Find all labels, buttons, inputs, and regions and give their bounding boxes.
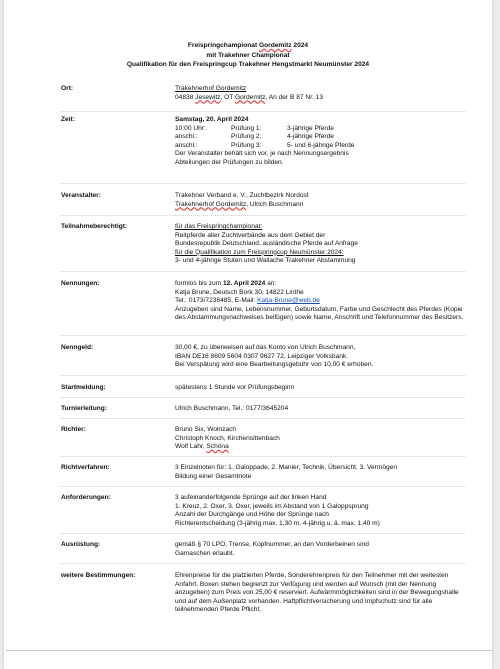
row-ort bbox=[61, 85, 466, 112]
row-nennungen: Nennungen: formlos bis zum 12. April 2024 an: Katja Brune, Deutsch Bork 30, 14822 Linthe Tel.: 0173/7238485, E-Mail: Katja-Brune@web.de Anzugeben sind Name, Lebensnummer, Geburtsdatum, Farbe und Geschlecht des Pferdes (Kopie des Abstammungsnachweises beifügen) sowie Name, Anschrift und Telefonnummer des Besitzers. bbox=[61, 280, 466, 336]
header-title: Freispringchampionat Gordemitz 2024 bbox=[187, 42, 309, 49]
page-break-line bbox=[6, 650, 492, 651]
label-ausruestung: Ausrüstung: bbox=[61, 541, 101, 548]
document-page bbox=[4, 0, 492, 669]
label-zeit: Zeit: bbox=[61, 116, 75, 123]
row-weitere bbox=[61, 572, 466, 618]
additional-terms: Ehrenpreise für die platzierten Pferde, Sonderehrenpreis für den Teilnehmer mit der weitesten Anfahrt. Boxen stehen begrenzt zur Verfügung und werden auf Wunsch (mit der Nennung anzugeben) zum Preis von 25,00 € reserviert. Aufwärmmöglichkeiten sind in der Bewegungshalle und auf dem Außenplatz vorhanden. Haftpflichtversicherung und Impfschutz sind für alle teilnehmenden Pferde Pflicht. bbox=[175, 572, 459, 613]
document-header bbox=[4, 41, 492, 70]
venue-name: Trakehnerhof Gordemitz bbox=[175, 85, 247, 92]
entry-instructions: Anzugeben sind Name, Lebensnummer, Geburtsdatum, Farbe und Geschlecht des Pferdes (Kopie des Abstammungsnachweises beifügen) sowie Name, Anschrift und Telefonnummer des Besitzers. bbox=[175, 305, 464, 321]
label-ort: Ort: bbox=[61, 85, 74, 92]
row-startmeldung: Startmeldung: spätestens 1 Stunde vor Prüfungsbeginn bbox=[61, 384, 466, 398]
label-richtverfahren: Richtverfahren: bbox=[61, 464, 110, 471]
row-nenngeld: Nenngeld: 30,00 €, zu überweisen auf das Konto von Ulrich Buschmann, IBAN DE16 8609 5604 0307 9627 72, Leipziger Volksbank. Bei Verspätung wird eine Bearbeitungsgebühr von 10,00 € erhoben. bbox=[61, 344, 466, 376]
email-link[interactable]: Katja-Brune@web.de bbox=[257, 297, 320, 304]
header-qualification: Qualifikation für den Freispringcup Trakehner Hengstmarkt Neumünster 2024 bbox=[126, 61, 370, 68]
schedule-row: anschl.: Prüfung 2: 4-jährige Pferde bbox=[175, 133, 334, 140]
row-richtverfahren: Richtverfahren: 3 Einzelnoten für: 1. Galoppade, 2. Manier, Technik, Übersicht, 3. Vermögen Bildung einer Gesamtnote bbox=[61, 464, 466, 487]
label-teilnahme: Teilnahmeberechtigt: bbox=[61, 223, 128, 230]
deadline: 12. April 2024 bbox=[223, 280, 266, 287]
label-veranstalter: Veranstalter: bbox=[61, 192, 101, 199]
label-startmeldung: Startmeldung: bbox=[61, 384, 106, 391]
label-richter: Richter: bbox=[61, 426, 86, 433]
schedule-note: Der Veranstalter behält sich vor, je nach Nennungsergebnis bbox=[175, 150, 349, 157]
row-teilnahme: Teilnahmeberechtigt: für das Freispringchampionat: Reitpferde aller Zuchtverbände aus dem Gebiet der Bundesrepublik Deutschland, ausländische Pferde auf Anfrage für die Qualifikation zum Freispringcup Neumünster 2024: 3- und 4-jährige Stuten und Wallache Trakehner Abstammung bbox=[61, 223, 466, 272]
label-anforderungen: Anforderungen: bbox=[61, 494, 111, 501]
label-nennungen: Nennungen: bbox=[61, 280, 100, 287]
label-turnierleitung: Turnierleitung: bbox=[61, 405, 108, 412]
schedule-row: 10:00 Uhr: Prüfung 1: 3-jährige Pferde bbox=[175, 124, 334, 132]
row-veranstalter: Veranstalter: Trakehner Verband e. V., Zuchtbezirk Nordost Trakehnerhof Gordemitz, Ulrich Buschmann bbox=[61, 192, 466, 216]
label-nenngeld: Nenngeld: bbox=[61, 344, 94, 351]
venue-address: 04838 Jesewitz, OT Gordemitz, An der B 87 Nr. 13 bbox=[175, 93, 323, 101]
row-turnierleitung: Turnierleitung: Ulrich Buschmann, Tel.: 0177/3645204 bbox=[61, 405, 466, 419]
schedule-row: anschl.: Prüfung 3: 5- und 6-jährige Pferde bbox=[175, 141, 355, 149]
label-weitere: weitere Bestimmungen: bbox=[61, 572, 136, 579]
info-table bbox=[61, 85, 466, 618]
event-date: Samstag, 20. April 2024 bbox=[175, 116, 249, 123]
header-subtitle: mit Trakehner Championat bbox=[206, 51, 290, 59]
row-ausruestung: Ausrüstung: gemäß § 70 LPO, Trense, Kopfnummer, an den Vorderbeinen sind Gamaschen erlaubt. bbox=[61, 541, 466, 564]
row-richter: Richter: Bruno Six, Wolnzach Christoph Knoch, Kirchensittenbach Wolf Lahr, Schöna bbox=[61, 426, 466, 457]
row-anforderungen: Anforderungen: 3 aufeinanderfolgende Sprünge auf der linken Hand 1. Kreuz, 2. Oxer, 3. Oxer, jeweils im Abstand von 1 Galoppsprung Anzahl der Durchgänge und Höhe der Sprünge nach Richterentscheidung (3-jährig max. 1,30 m, 4-jährig u. ä. max. 1,40 m) bbox=[61, 494, 466, 534]
row-zeit bbox=[61, 116, 466, 184]
schedule-note: Abteilungen der Prüfungen zu bilden. bbox=[175, 158, 284, 166]
